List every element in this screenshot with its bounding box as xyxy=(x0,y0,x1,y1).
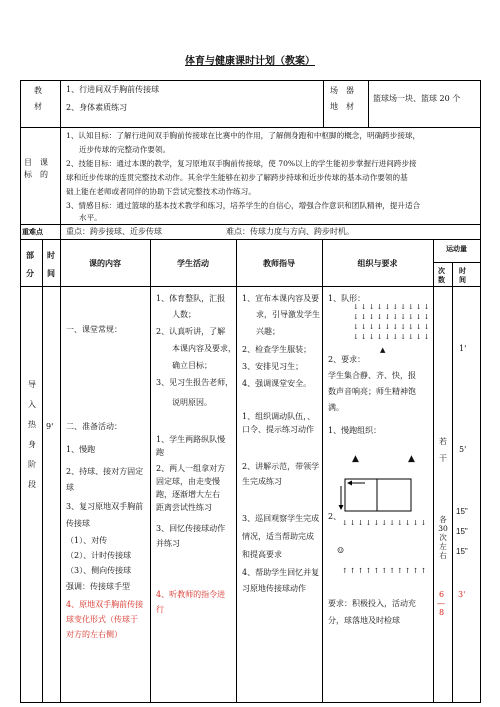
header-part-2: 分 xyxy=(26,268,34,278)
teacher-5b: 口令、提示练习动作 xyxy=(242,425,314,434)
formation-row-4: ↓↓↓↓↓↓↓↓↓↓ xyxy=(353,333,432,341)
header-count-2: 数 xyxy=(438,275,445,284)
difficult-point: 难点：传球力度与方向、跨步时机。 xyxy=(226,227,354,236)
duration-4: 15" xyxy=(456,527,468,536)
student-1a: 1、体育整队，汇报 xyxy=(156,294,226,303)
jog-teacher-left: ▲ xyxy=(352,454,361,464)
venue-label-1: 场 器 xyxy=(330,86,354,95)
header-time-1: 时 xyxy=(47,250,55,260)
duration-5: 15" xyxy=(456,547,468,556)
content-sub-1: （1）、对传 xyxy=(66,536,108,545)
section-char-3: 热 xyxy=(28,420,36,429)
teacher-5a: 1、组织调动队伍，、 xyxy=(242,412,316,421)
jog-teacher-right: ▲ xyxy=(408,454,417,464)
content-sub-2: （2）、计时传接球 xyxy=(66,551,132,560)
duration-2: 5' xyxy=(459,445,467,454)
content-fixed-pass-a: 2、持球、接对方固定 xyxy=(66,467,144,476)
content-variation-a: 4、原地双手胸前传接 xyxy=(66,600,144,609)
count-b: 干 xyxy=(439,454,447,463)
student-5c: 跑，逐渐增大左右 xyxy=(156,490,220,499)
student-6a: 3、回忆传接球动作 xyxy=(156,524,226,533)
objective-2-line-2: 球和近步传球的连贯完整技术动作。其余学生能够在初步了解跨步持球和近步传球的基本动作要领的基 xyxy=(66,173,408,182)
student-2a: 2、认真听讲，了解 xyxy=(156,327,226,336)
objectives-label-2: 标 的 xyxy=(24,170,48,179)
student-4b: 跑 xyxy=(156,448,164,457)
teacher-8a: 4、帮助学生回忆并复 xyxy=(242,568,320,577)
count-red-c: 8 xyxy=(439,608,445,617)
teacher-7c: 和提高要求 xyxy=(242,550,282,559)
jog-route-rectangle xyxy=(337,476,417,518)
formation-teacher-mark: ▲ xyxy=(380,346,388,354)
formation-row-3: ↓↓↓↓↓↓↓↓↓↓ xyxy=(353,323,432,331)
objective-3-line-2: 水平。 xyxy=(79,213,102,222)
header-teacher: 教师指导 xyxy=(263,258,295,268)
teacher-6b: 生完成练习 xyxy=(242,477,282,486)
drill-row-bottom: ↑↑↑↑↑↑↑↑↑↑↑ xyxy=(342,567,429,575)
header-time-2: 间 xyxy=(47,268,55,278)
org-final-a: 要求：积极投入，活动充 xyxy=(328,599,416,608)
teacher-1a: 1、宣布本课内容及要 xyxy=(242,294,320,303)
formation-row-1: ↓↓↓↓↓↓↓↓↓↓ xyxy=(353,303,432,311)
material-label-1: 教 xyxy=(34,86,42,95)
teacher-4: 4、强调课堂安全。 xyxy=(242,379,312,388)
objective-1-line-2: 近步传球的完整动作要领。 xyxy=(79,145,171,154)
org-requirement-c: 满。 xyxy=(328,403,344,412)
section-char-6: 段 xyxy=(28,480,36,489)
section-char-4: 身 xyxy=(28,440,36,449)
content-review-a: 3、复习原地双手胸前 xyxy=(66,502,144,511)
duration-1: 1' xyxy=(459,344,467,353)
teacher-7b: 情况，适当帮助完成 xyxy=(242,532,314,541)
content-variation-c: 对方的左右侧） xyxy=(66,630,122,639)
material-label-2: 材 xyxy=(34,102,42,111)
page-title: 体育与健康课时计划（教案） xyxy=(185,56,315,67)
section-char-2: 入 xyxy=(28,400,36,409)
drill-ball-icon: ☺ xyxy=(337,546,347,555)
teacher-7a: 3、巡回观察学生完成 xyxy=(242,514,320,523)
teacher-1c: 兴趣； xyxy=(256,327,280,336)
content-jog: 1、慢跑 xyxy=(66,445,96,454)
header-student: 学生活动 xyxy=(177,258,209,268)
objective-3-line-1: 3、情感目标：通过篮球的基本技术教学和练习，培养学生的自信心，增强合作意识和团队精神，提升适合 xyxy=(66,201,421,210)
student-1b: 人数； xyxy=(172,310,196,319)
org-requirement-b: 数声音响亮；师生精神饱 xyxy=(328,387,416,396)
teacher-3: 3、安排见习生； xyxy=(242,362,304,371)
teacher-2: 2、检查学生服装； xyxy=(242,345,312,354)
duration-6: 3' xyxy=(458,590,466,599)
key-point: 重点：跨步接球、近步传球 xyxy=(66,227,162,236)
student-2b: 本课内容及要求， xyxy=(172,344,236,353)
header-dur-2: 间 xyxy=(459,275,466,284)
org-jog-label: 1、慢跑组织： xyxy=(328,426,382,435)
header-content: 课的内容 xyxy=(89,258,121,268)
content-fixed-pass-b: 球 xyxy=(66,483,74,492)
content-variation-b: 球变化形式（传球于 xyxy=(66,615,138,624)
student-5a: 2、两人一组拿对方 xyxy=(156,464,226,473)
material-item-2: 2、身体素质练习 xyxy=(66,103,128,112)
venue-label-2: 地 材 xyxy=(330,102,354,111)
teacher-8b: 习原地传接球动作 xyxy=(242,584,306,593)
objective-1-line-1: 1、认知目标：了解行进间双手胸前传接球在比赛中的作用，了解侧身跑和中枢脚的概念，明确跨步接球， xyxy=(66,131,421,140)
section-char-5: 阶 xyxy=(28,460,36,469)
objective-2-line-3: 础上能在老师或者同伴的协助下尝试完整技术动作练习。 xyxy=(66,187,256,196)
student-5d: 距离尝试性练习 xyxy=(156,503,212,512)
student-7a: 4、听教师的指令进 xyxy=(156,590,226,599)
header-dur-1: 时 xyxy=(459,266,466,275)
student-5b: 固定球，由走变慢 xyxy=(156,477,220,486)
section-time: 9' xyxy=(46,422,54,431)
drill-row-top: ↓↓↓↓↓↓↓↓↓↓↓ xyxy=(342,519,429,527)
header-org: 组织与要求 xyxy=(357,258,398,268)
content-review-b: 传接球 xyxy=(66,519,90,528)
key-points-label: 重难点 xyxy=(22,227,43,236)
content-sub-3: （3）、侧向传接球 xyxy=(66,566,132,575)
teacher-1b: 求，引导激发学生 xyxy=(256,310,320,319)
formation-row-2: ↓↓↓↓↓↓↓↓↓↓ xyxy=(353,313,432,321)
duration-3: 15" xyxy=(456,507,468,516)
objectives-label-1: 目 课 xyxy=(24,158,48,167)
student-3b: 说明原因。 xyxy=(172,398,212,407)
org-requirement-a: 学生集合静、齐、快，报 xyxy=(328,371,416,380)
content-prep: 二、准备活动： xyxy=(66,422,122,431)
count-red-a: 6 xyxy=(439,590,445,599)
student-3a: 3、见习生报告老师， xyxy=(156,378,234,387)
org-drill-number: 2、 xyxy=(328,512,342,521)
count-c: 各 30 次左右 xyxy=(438,515,448,560)
student-6b: 并练习 xyxy=(156,539,180,548)
student-2c: 确立目标； xyxy=(172,361,212,370)
material-item-1: 1、行进间双手胸前传接球 xyxy=(66,85,160,94)
header-count-1: 次 xyxy=(438,266,445,275)
student-7b: 行 xyxy=(156,605,164,614)
teacher-6a: 2、讲解示范，带领学 xyxy=(242,462,320,471)
objective-2-line-1: 2、技能目标：通过本课的教学，复习原地双手胸前传接球，使 70%以上的学生能初步掌握行进间跨步接 xyxy=(66,159,417,168)
student-4a: 1、学生两路纵队慢 xyxy=(156,435,226,444)
section-char-1: 导 xyxy=(28,380,36,389)
header-part-1: 部 xyxy=(26,250,34,260)
count-a: 若 xyxy=(439,437,447,446)
org-requirement-label: 2、要求： xyxy=(328,355,366,364)
org-formation-label: 1、队形： xyxy=(328,294,366,303)
org-final-b: 分，球落地及时检球 xyxy=(328,616,400,625)
content-routine: 一、课堂常规： xyxy=(66,325,122,334)
count-red-b: — xyxy=(437,599,445,608)
content-emphasis: 强调：传接球手型 xyxy=(66,582,130,591)
header-load: 运动量 xyxy=(446,244,467,253)
venue-value: 篮球场一块、篮球 20 个 xyxy=(373,94,461,103)
